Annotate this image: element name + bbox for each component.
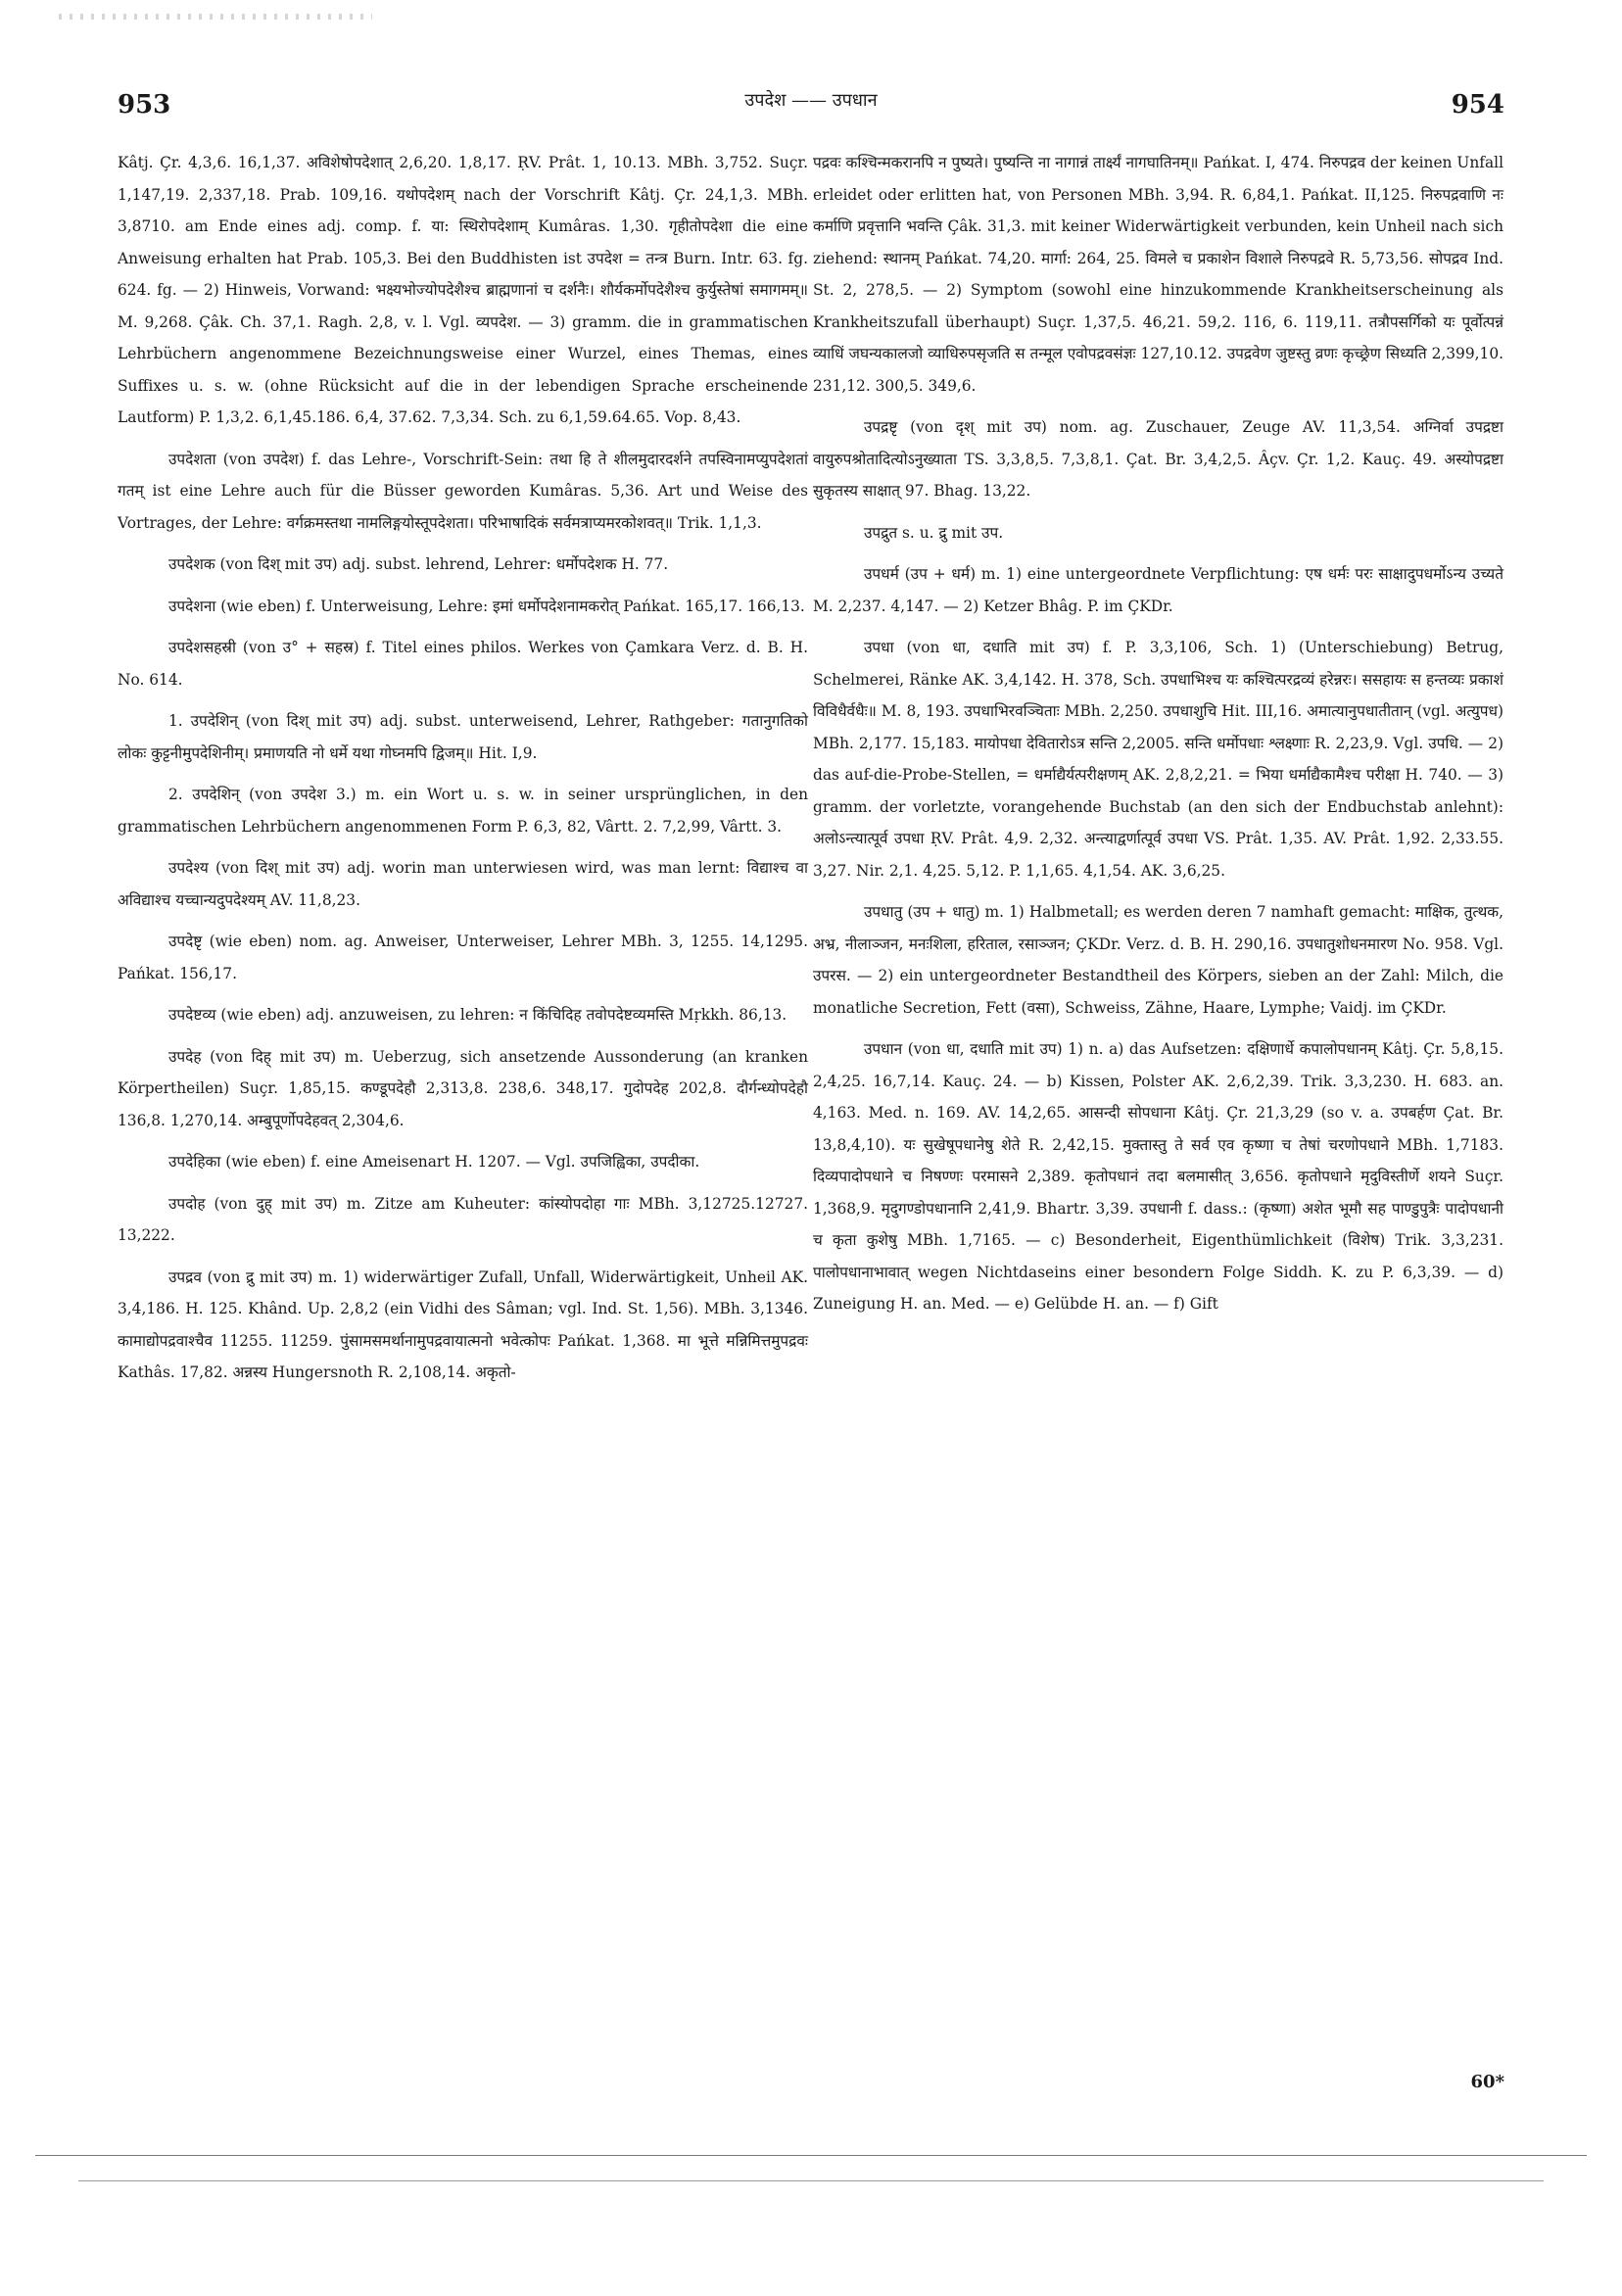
entry: पद्रवः कश्चिन्मकरानपि न पुष्यते। पुष्यन्ति ना नागान्नं तार्क्ष्यं नागघातिनम्॥ Pańkat. I, 474. निरुपद्रव der keinen Unfall erleidet oder erlitten hat, von Personen MBh. 3,94. R. 6,84,1. Pańkat. II,125. निरुपद्रवाणि नः कर्माणि प्रवृत्तानि भवन्ति Çâk. 31,3. mit keiner Widerwärtigkeit verbunden, kein Unheil nach sich ziehend: स्थानम् Pańkat. 74,20. मार्गा: 264, 25. विमले च प्रकाशेन विशाले निरुपद्रवे R. 5,73,56. सोपद्रव Ind. St. 2, 278,5. — 2) Symptom (sowohl eine hinzukommende Krankheitserscheinung als Krankheitszufall überhaupt) Suçr. 1,37,5. 46,21. 59,2. 116, 6. 119,11. तत्रौपसर्गिको यः पूर्वोत्पन्नं व्याधिं जघन्यकालजो व्याधिरुपसृजति स तन्मूल एवोपद्रवसंज्ञः 127,10.12. उपद्रवेण जुष्टस्तु व्रणः कृच्छ्रेण सिध्यति 2,399,10. 231,12. 300,5. 349,6. [813, 154, 1503, 395]
entry: उपद्रुत s. u. द्रु mit उप. [864, 523, 1004, 542]
entry: उपदेशता (von उपदेश) f. das Lehre-, Vorschrift-Sein: तथा हि ते शीलमुदारदर्शने तपस्विनामप्युपदेशतां गतम् ist eine Lehre auch für die Büsser geworden Kumâras. 5,36. Art und Weise des Vortrages, der Lehre: वर्गक्रमस्तथा नामलिङ्गयोस्तूपदेशता। परिभाषादिकं सर्वमत्राप्यमरकोशवत्॥ Trik. 1,1,3. [118, 450, 808, 532]
running-title: उपदेश —— उपधान [744, 90, 878, 111]
entry: उपदेह (von दिह् mit उप) m. Ueberzug, sich ansetzende Aussonderung (an kranken Körpertheilen) Suçr. 1,85,15. कण्डूपदेहौ 2,313,8. 238,6. 348,17. गुदोपदेह 202,8. दौर्गन्ध्योपदेहौ 136,8. 1,270,14. अम्बुपूर्णोपदेहवत् 2,304,6. [118, 1047, 808, 1129]
entry: 1. उपदेशिन् (von दिश् mit उप) adj. subst. unterweisend, Lehrer, Rathgeber: गतानुगतिको लोकः कुट्टनीमुपदेशिनीम्। प्रमाणयति नो धर्मे यथा गोघ्नमपि द्विजम्॥ Hit. I,9. [118, 712, 808, 762]
entry: 2. उपदेशिन् (von उपदेश 3.) m. ein Wort u. s. w. in seiner ursprünglichen, in den grammatischen Lehrbüchern angenommenen Form P. 6,3, 82, Vârtt. 2. 7,2,99, Vârtt. 3. [118, 786, 808, 836]
entry: उपधा (von धा, दधाति mit उप) f. P. 3,3,106, Sch. 1) (Unterschiebung) Betrug, Schelmerei, Ränke AK. 3,4,142. H. 378, Sch. उपधाभिश्च यः कश्चित्परद्रव्यं हरेन्नरः। ससहायः स हन्तव्यः प्रकाशं विविधैर्वधैः॥ M. 8, 193. उपधाभिरवञ्चिताः MBh. 2,250. उपधाशुचि Hit. III,16. अमात्यानुपधातीतान् (vgl. अत्युपध) MBh. 2,177. 15,183. मायोपधा देवितारोऽत्र सन्ति 2,2005. सन्ति धर्मोपधाः श्लक्ष्णाः R. 2,23,9. Vgl. उपधि. — 2) das auf-die-Probe-Stellen, = धर्माद्यैर्यत्परीक्षणम् AK. 2,8,2,21. = भिया धर्माद्यैकामैश्च परीक्षा H. 740. — 3) gramm. der vorletzte, vorangehende Buchstab (an den sich der Endbuchstab anlehnt): अलोऽन्त्यात्पूर्व उपधा ṚV. Prât. 4,9. 2,32. अन्त्याद्वर्णात्पूर्व उपधा VS. Prât. 1,35. AV. Prât. 1,92. 2,33.55. 3,27. Nir. 2,1. 4,25. 5,12. P. 1,1,65. 4,1,54. AK. 3,6,25. [813, 639, 1504, 880]
entry: उपदेशसहस्री (von उ° + सहस्र) f. Titel eines philos. Werkes von Çamkara Verz. d. B. H. No. 614. [118, 639, 808, 689]
entry: उपधान (von धा, दधाति mit उप) 1) n. a) das Aufsetzen: दक्षिणार्धे कपालोपधानम् Kâtj. Çr. 5,8,15. 2,4,25. 16,7,14. Kauç. 24. — b) Kissen, Polster AK. 2,6,2,39. Trik. 3,3,230. H. 683. an. 4,163. Med. n. 169. AV. 14,2,65. आसन्दी सोपधाना Kâtj. Çr. 21,3,29 (so v. a. उपबर्हण Çat. Br. 13,8,4,10). यः सुखेषूपधानेषु शेते R. 2,42,15. मुक्तास्तु ते सर्व एव कृष्णा च तेषां चरणोपधाने MBh. 1,7183. दिव्यपादोपधाने च निषण्णः परमासने 2,389. कृतोपधानं तदा बलमासीत् 3,656. कृतोपधाने मृदुविस्तीर्णे शयने Suçr. 1,368,9. मृदुगण्डोपधानानि 2,41,9. Bhartr. 3,39. उपधानी f. dass.: (कृष्णा) अशेत भूमौ सह पाण्डुपुत्रैः पादोपधानी च कृता कुशेषु MBh. 1,7165. — c) Besonderheit, Eigenthümlichkeit (विशेष) Trik. 3,3,231. पालोपधानाभावात् wegen Nichtdaseins einer besondern Folge Siddh. K. zu P. 6,3,39. — d) Zuneigung H. an. Med. — e) Gelübde H. an. — f) Gift [813, 1040, 1503, 1313]
entry: Kâtj. Çr. 4,3,6. 16,1,37. अविशेषोपदेशात् 2,6,20. 1,8,17. ṚV. Prât. 1, 10.13. MBh. 3,752. Suçr. 1,147,19. 2,337,18. Prab. 109,16. यथोपदेशम् nach der Vorschrift Kâtj. Çr. 24,1,3. MBh. 3,8710. am Ende eines adj. comp. f. या: स्थिरोपदेशाम् Kumâras. 1,30. गृहीतोपदेशा die eine Anweisung erhalten hat Prab. 105,3. Bei den Buddhisten ist उपदेश = तन्त्र Burn. Intr. 63. fg. 624. fg. — 2) Hinweis, Vorwand: भक्ष्यभोज्योपदेशैश्च ब्राह्मणानां च दर्शनैः। शौर्यकर्मोपदेशैश्च कुर्युस्तेषां समागमम्॥ M. 9,268. Çâk. Ch. 37,1. Ragh. 2,8, v. l. Vgl. व्यपदेश. — 3) gramm. die in grammatischen Lehrbüchern angenommene Bezeichnungsweise einer Wurzel, eines Themas, eines Suffixes u. s. w. (ohne Rücksicht auf die in der lebendigen Sprache erscheinende Lautform) P. 1,3,2. 6,1,45.186. 6,4, 37.62. 7,3,34. Sch. zu 6,1,59.64.65. Vop. 8,43. [118, 154, 808, 426]
page-header [118, 90, 1504, 129]
entry: उपद्रव (von द्रु mit उप) m. 1) widerwärtiger Zufall, Unfall, Widerwärtigkeit, Unheil AK. 3,4,186. H. 125. Khând. Up. 2,8,2 (ein Vidhi des Sâman; vgl. Ind. St. 1,56). MBh. 3,1346. कामाद्योपद्रवाश्चैव 11255. 11259. पुंसामसमर्थानामुपद्रवायात्मनो भवेत्कोपः Pańkat. 1,368. मा भूत्ते मन्निमित्तमुपद्रवः Kathâs. 17,82. अन्नस्य Hungersnoth R. 2,108,14. अकृतो- [118, 1268, 808, 1381]
entry: उपदेशक (von दिश् mit उप) adj. subst. lehrend, Lehrer: धर्मोपदेशक H. 77. [168, 555, 669, 573]
bottom-rule-secondary [78, 2180, 1544, 2181]
entry: उपधातु (उप + धातु) m. 1) Halbmetall; es werden deren 7 namhaft gemacht: माक्षिक, तुत्थक, अभ्र, नीलाञ्जन, मनःशिला, हरिताल, रसाञ्जन; ÇKDr. Verz. d. B. H. 290,16. उपधातुशोधनमारण No. 958. Vgl. उपरस. — 2) ein untergeordneter Bestandtheil des Körpers, sieben an der Zahl: Milch, die monatliche Secretion, Fett (वसा), Schweiss, Zähne, Haare, Lymphe; Vaidj. im ÇKDr. [813, 903, 1503, 1017]
left-column [118, 147, 808, 1399]
entry: उपदेशना (wie eben) f. Unterweisung, Lehre: इमां धर्मोपदेशनामकरोत् Pańkat. 165,17. 166,13. [168, 597, 805, 615]
signature-mark: 60* [1470, 2072, 1504, 2092]
entry: उपदेष्टव्य (wie eben) adj. anzuweisen, zu lehren: न किंचिदिह तवोपदेष्टव्यमस्ति Mṛkkh. 86,13. [168, 1006, 787, 1024]
entry: उपदेष्टृ (wie eben) nom. ag. Anweiser, Unterweiser, Lehrer MBh. 3, 1255. 14,1295. Pańkat. 156,17. [118, 933, 808, 982]
entry: उपदेश्य (von दिश् mit उप) adj. worin man unterwiesen wird, was man lernt: विद्याश्च वा अविद्याश्च यच्चान्यदुपदेश्यम् AV. 11,8,23. [118, 859, 808, 909]
page-number-left: 953 [118, 90, 171, 120]
entry: उपधर्म (उप + धर्म) m. 1) eine untergeordnete Verpflichtung: एष धर्मः परः साक्षादुपधर्मोऽन्य उच्यते M. 2,237. 4,147. — 2) Ketzer Bhâg. P. im ÇKDr. [813, 565, 1503, 615]
bottom-rule [35, 2155, 1587, 2156]
entry: उपदोह (von दुह् mit उप) m. Zitze am Kuheuter: कांस्योपदोहा गाः MBh. 3,12725.12727. 13,222. [118, 1194, 808, 1244]
right-column [813, 147, 1503, 1330]
scan-noise [59, 14, 372, 20]
entry: उपदेहिका (wie eben) f. eine Ameisenart H. 1207. — Vgl. उपजिह्विका, उपदीका. [168, 1153, 700, 1171]
page-number-right: 954 [1451, 90, 1504, 120]
entry: उपद्रष्टृ (von दृश् mit उप) nom. ag. Zuschauer, Zeuge AV. 11,3,54. अग्निर्वा उपद्रष्टा वायुरुपश्रोतादित्योऽनुख्याता TS. 3,3,8,5. 7,3,8,1. Çat. Br. 3,4,2,5. Âçv. Çr. 1,2. Kauç. 49. अस्योपद्रष्टा सुकृतस्य साक्षात् 97. Bhag. 13,22. [813, 418, 1503, 500]
